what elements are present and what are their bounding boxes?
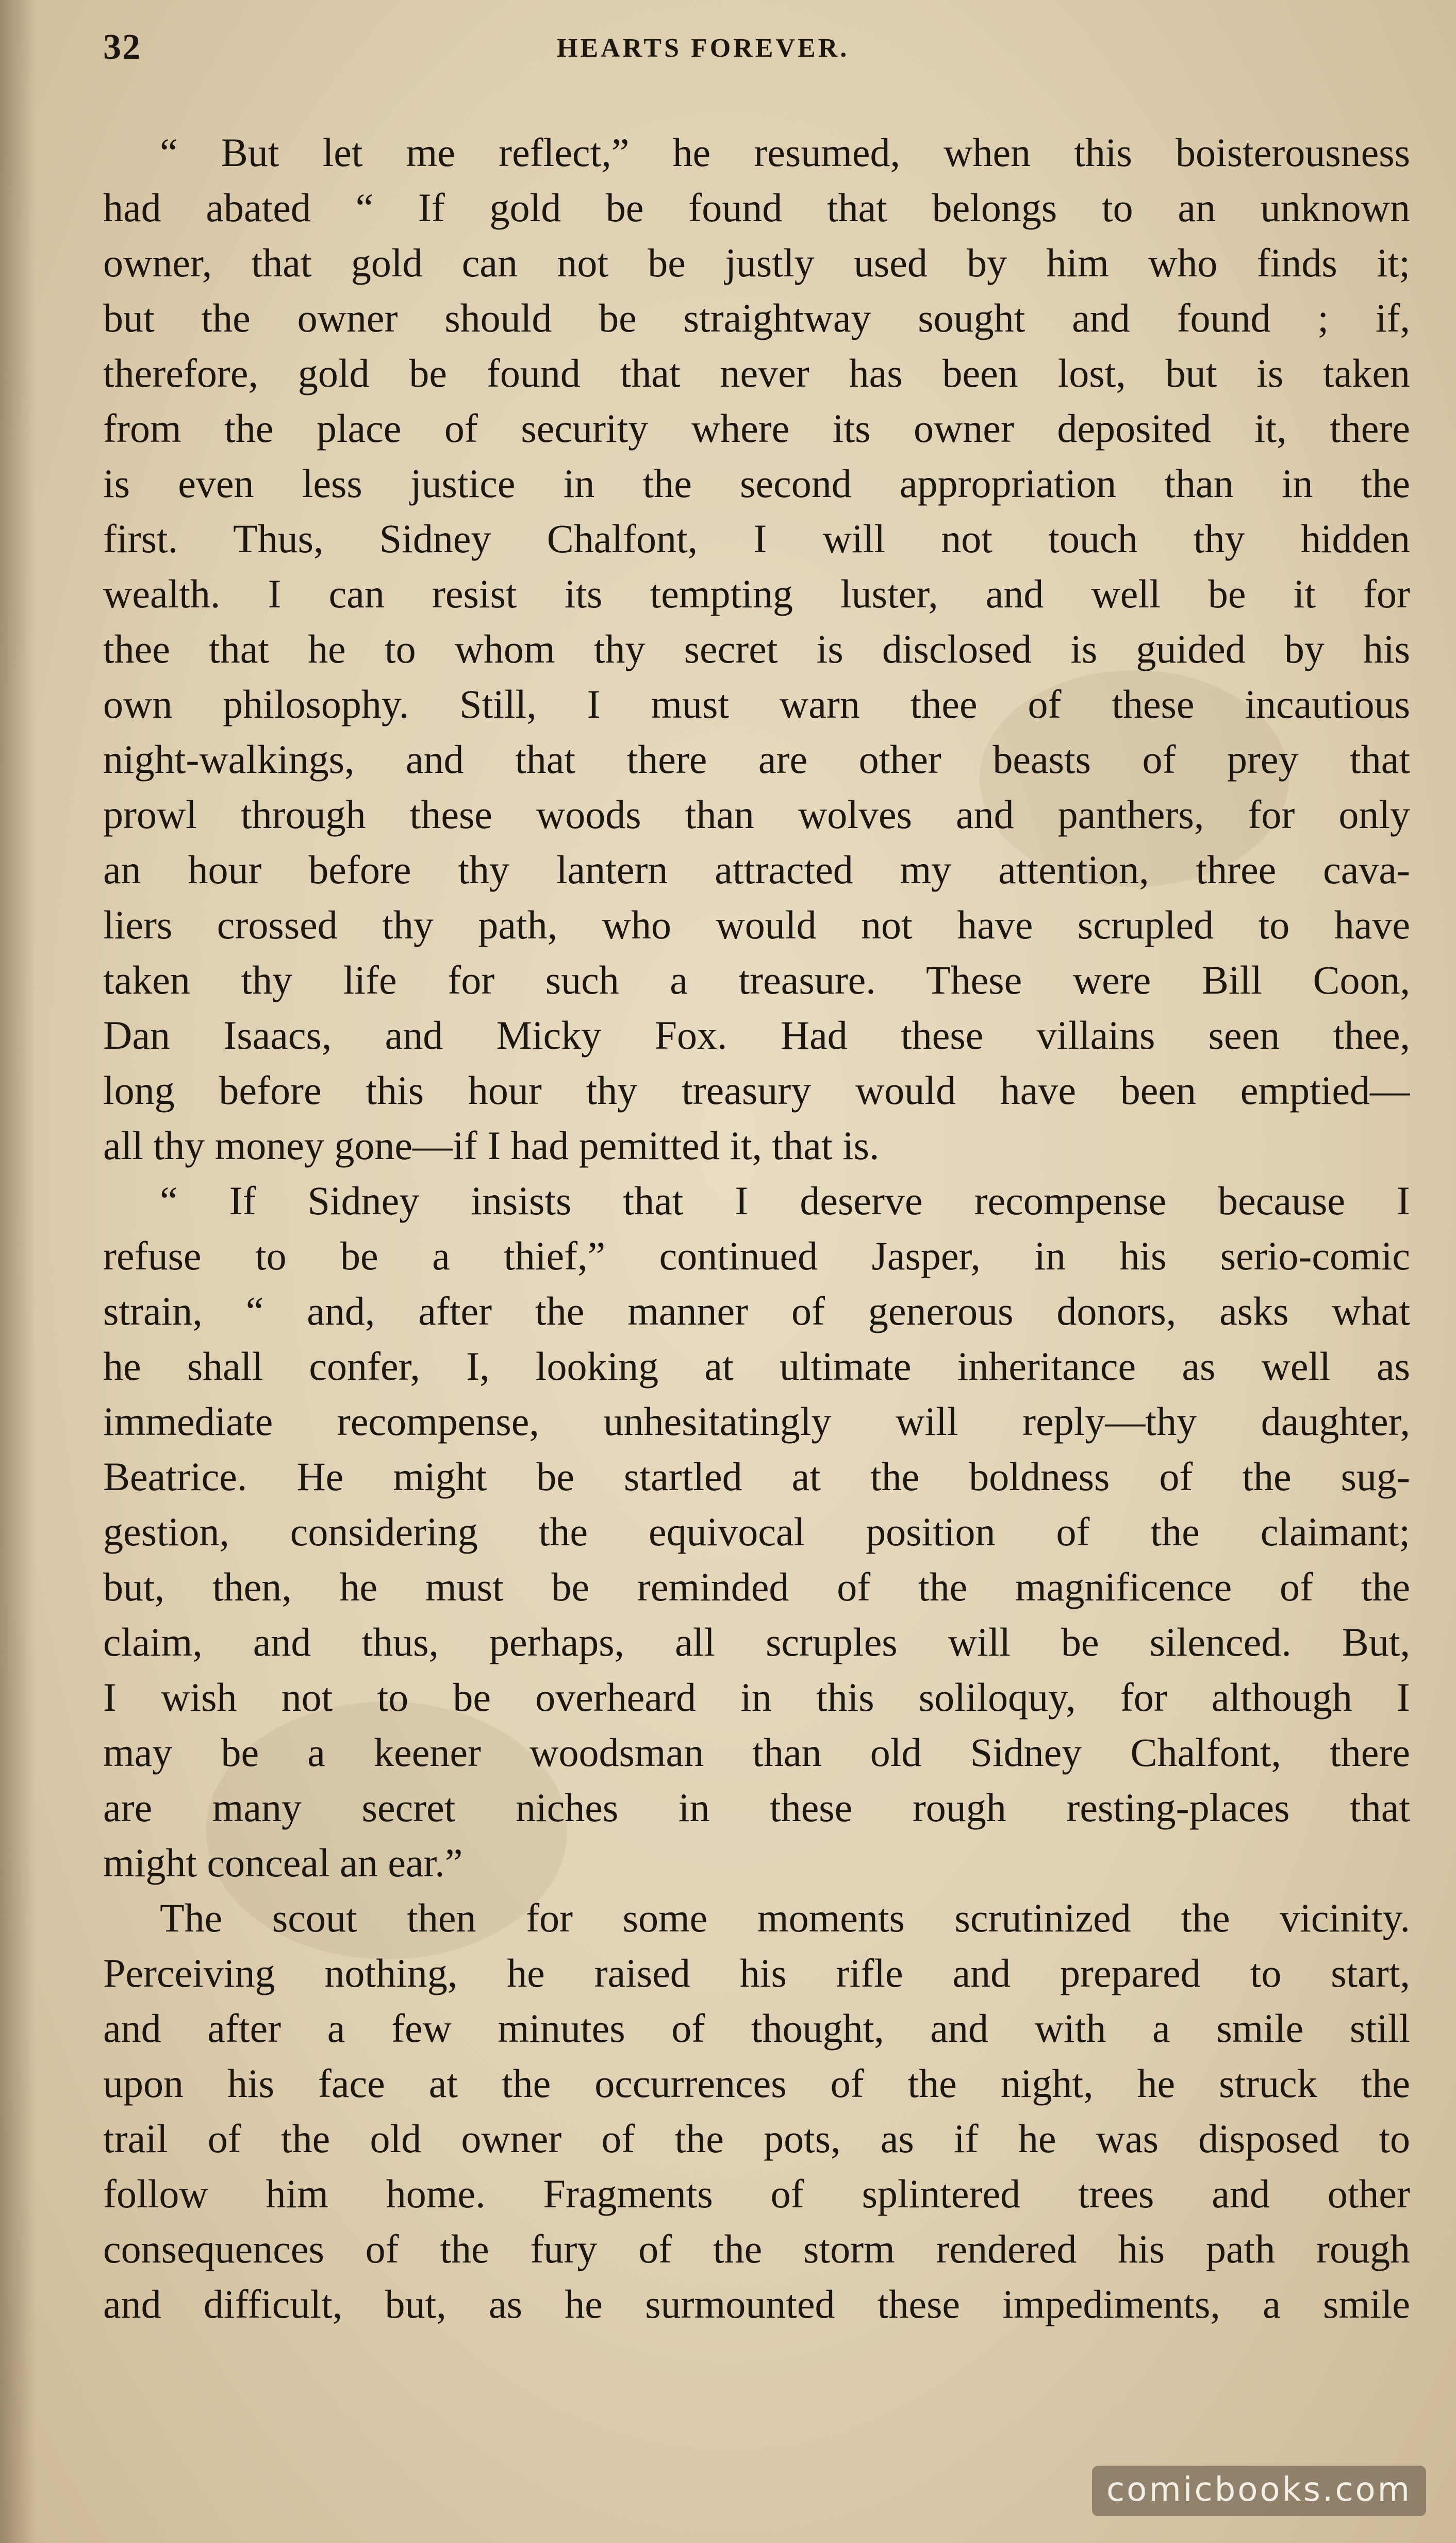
text-line: first. Thus, Sidney Chalfont, I will not touch thy hidden: [103, 516, 1410, 561]
text-line: but the owner should be straightway sought and found ; if,: [103, 295, 1410, 340]
text-line: Perceiving nothing, he raised his rifle and prepared to start,: [103, 1951, 1410, 1995]
text-line: he shall confer, I, looking at ultimate inheritance as well as: [103, 1344, 1410, 1389]
text-line: long before this hour thy treasury would have been emptied—: [103, 1068, 1410, 1113]
text-line: all thy money gone—if I had pemitted it, that is.: [103, 1123, 880, 1168]
text-line: The scout then for some moments scrutinized the vicinity.: [160, 1895, 1410, 1940]
text-line: prowl through these woods than wolves and panthers, for only: [103, 792, 1410, 837]
text-line: and after a few minutes of thought, and with a smile still: [103, 2006, 1410, 2051]
text-line: night-walkings, and that there are other beasts of prey that: [103, 737, 1410, 782]
text-line: an hour before thy lantern attracted my attention, three cava-: [103, 847, 1410, 892]
text-line: “ But let me reflect,” he resumed, when this boisterousness: [160, 130, 1410, 175]
text-line: follow him home. Fragments of splintered trees and other: [103, 2171, 1410, 2216]
text-line: own philosophy. Still, I must warn thee of these incautious: [103, 682, 1410, 726]
running-title: HEARTS FOREVER.: [557, 34, 850, 63]
text-line: are many secret niches in these rough resting-places that: [103, 1785, 1410, 1830]
text-line: liers crossed thy path, who would not have scrupled to have: [103, 902, 1410, 947]
text-line: and difficult, but, as he surmounted these impediments, a smile: [103, 2282, 1410, 2326]
watermark: comicbooks.com: [1092, 2466, 1426, 2516]
body-text: [103, 125, 1410, 2332]
text-line: owner, that gold can not be justly used by him who finds it;: [103, 240, 1410, 285]
text-line: therefore, gold be found that never has been lost, but is taken: [103, 351, 1410, 395]
text-line: is even less justice in the second appropriation than in the: [103, 461, 1410, 506]
text-line: trail of the old owner of the pots, as if he was disposed to: [103, 2116, 1410, 2161]
text-line: immediate recompense, unhesitatingly will reply—thy daughter,: [103, 1399, 1410, 1444]
text-line: thee that he to whom thy secret is disclosed is guided by his: [103, 626, 1410, 671]
text-line: wealth. I can resist its tempting luster, and well be it for: [103, 571, 1410, 616]
page-edge-shadow: [0, 0, 36, 2543]
text-line: Dan Isaacs, and Micky Fox. Had these villains seen thee,: [103, 1013, 1410, 1058]
text-line: strain, “ and, after the manner of generous donors, asks what: [103, 1289, 1410, 1333]
text-line: Beatrice. He might be startled at the boldness of the sug-: [103, 1454, 1410, 1499]
text-line: “ If Sidney insists that I deserve recompense because I: [160, 1178, 1410, 1223]
text-line: may be a keener woodsman than old Sidney Chalfont, there: [103, 1730, 1410, 1775]
text-line: claim, and thus, perhaps, all scruples will be silenced. But,: [103, 1620, 1410, 1664]
text-line: gestion, considering the equivocal position of the claimant;: [103, 1509, 1410, 1554]
text-line: I wish not to be overheard in this soliloquy, for although I: [103, 1675, 1410, 1720]
text-line: from the place of security where its owner deposited it, there: [103, 406, 1410, 451]
page-number: 32: [103, 27, 141, 67]
text-line: but, then, he must be reminded of the magnificence of the: [103, 1564, 1410, 1609]
text-line: had abated “ If gold be found that belongs to an unknown: [103, 185, 1410, 230]
text-line: taken thy life for such a treasure. These were Bill Coon,: [103, 957, 1410, 1002]
text-line: refuse to be a thief,” continued Jasper, in his serio-comic: [103, 1233, 1410, 1278]
text-line: might conceal an ear.”: [103, 1840, 463, 1885]
text-line: upon his face at the occurrences of the night, he struck the: [103, 2061, 1410, 2106]
text-line: consequences of the fury of the storm rendered his path rough: [103, 2226, 1410, 2271]
running-head: [103, 27, 1404, 73]
